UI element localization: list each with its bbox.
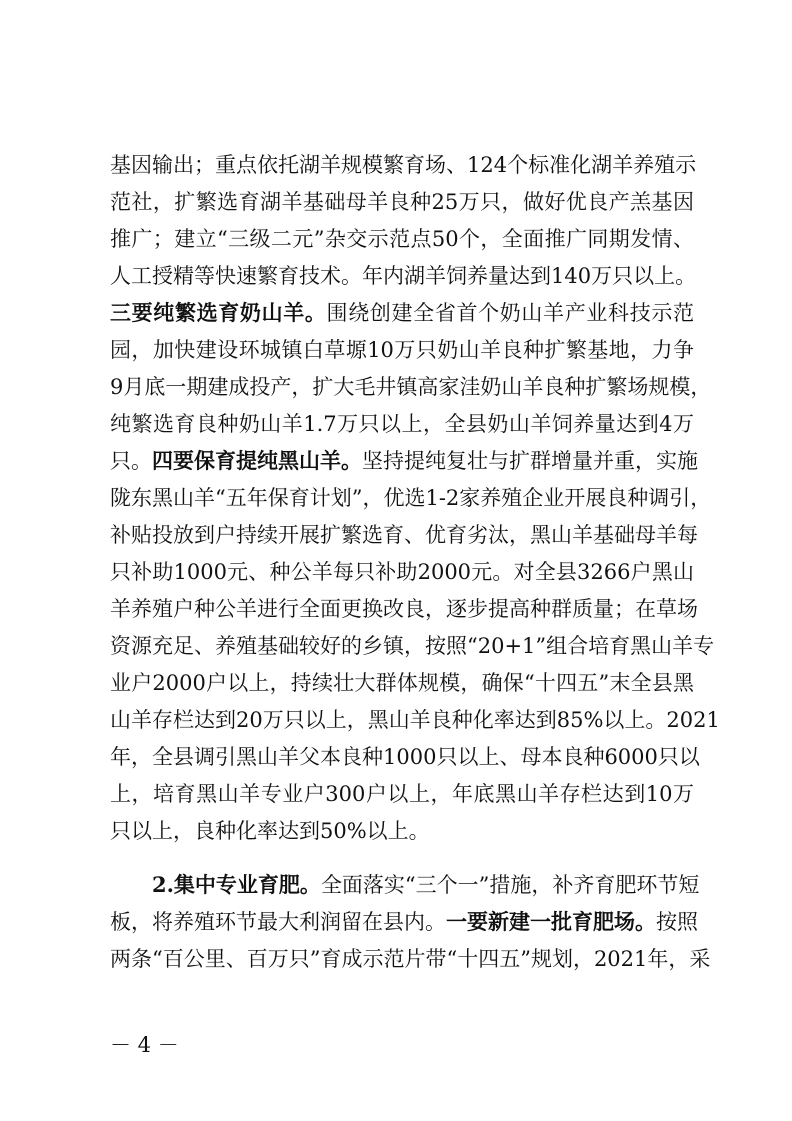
body-line: 只补助1000元、种公羊每只补助2000元。对全县3266户黑山: [110, 560, 694, 584]
section-heading-fattening: 2.集中专业育肥。: [152, 872, 321, 897]
body-line: 范社，扩繁选育湖羊基础母羊良种25万只，做好优良产羔基因: [110, 190, 694, 214]
body-line: 山羊存栏达到20万只以上，黑山羊良种化率达到85%以上。2021: [110, 708, 720, 732]
body-line: 基因输出；重点依托湖羊规模繁育场、124个标准化湖羊养殖示: [110, 153, 697, 177]
body-line: 9月底一期建成投产，扩大毛井镇高家洼奶山羊良种扩繁场规模，: [110, 375, 712, 399]
body-line: 纯繁选育良种奶山羊1.7万只以上，全县奶山羊饲养量达到4万: [110, 412, 694, 436]
body-line: 补贴投放到户持续开展扩繁选育、优育劣汰，黑山羊基础母羊每: [110, 523, 698, 547]
body-line: 园，加快建设环城镇白草塬10万只奶山羊良种扩繁基地，力争: [110, 338, 694, 362]
body-line: 三要纯繁选育奶山羊。围绕创建全省首个奶山羊产业科技示范: [110, 300, 695, 325]
body-line: 业户2000户以上，持续壮大群体规模，确保“十四五”末全县黑: [110, 671, 694, 695]
body-line: 2.集中专业育肥。全面落实“三个一”措施，补齐育肥环节短: [152, 872, 700, 897]
body-line: 只。四要保育提纯黑山羊。坚持提纯复壮与扩群增量并重，实施: [110, 448, 698, 473]
body-line: 只以上，良种化率达到50%以上。: [110, 819, 430, 843]
body-line: 板，将养殖环节最大利润留在县内。一要新建一批育肥场。按照: [110, 909, 698, 934]
body-line: 人工授精等快速繁育技术。年内湖羊饲养量达到140万只以上。: [110, 264, 697, 288]
body-line: 上，培育黑山羊专业户300户以上，年底黑山羊存栏达到10万: [110, 782, 694, 806]
subheading-dairy-goat: 三要纯繁选育奶山羊。: [110, 300, 327, 325]
body-line: 年，全县调引黑山羊父本良种1000只以上、母本良种6000只以: [110, 745, 700, 769]
page-number: － 4 －: [110, 1033, 179, 1057]
body-line: 推广；建立“三级二元”杂交示范点50个，全面推广同期发情、: [110, 227, 694, 251]
body-line: 羊养殖户种公羊进行全面更换改良，逐步提高种群质量；在草场: [110, 597, 698, 621]
subheading-black-goat: 四要保育提纯黑山羊。: [152, 448, 362, 473]
body-line: 两条“百公里、百万只”育成示范片带“十四五”规划，2021年，采: [110, 947, 711, 971]
body-line: 陇东黑山羊“五年保育计划”，优选1-2家养殖企业开展良种调引，: [110, 486, 712, 510]
subheading-fattening-farms: 一要新建一批育肥场。: [446, 909, 656, 934]
body-line: 资源充足、养殖基础较好的乡镇，按照“20+1”组合培育黑山羊专: [110, 634, 715, 658]
